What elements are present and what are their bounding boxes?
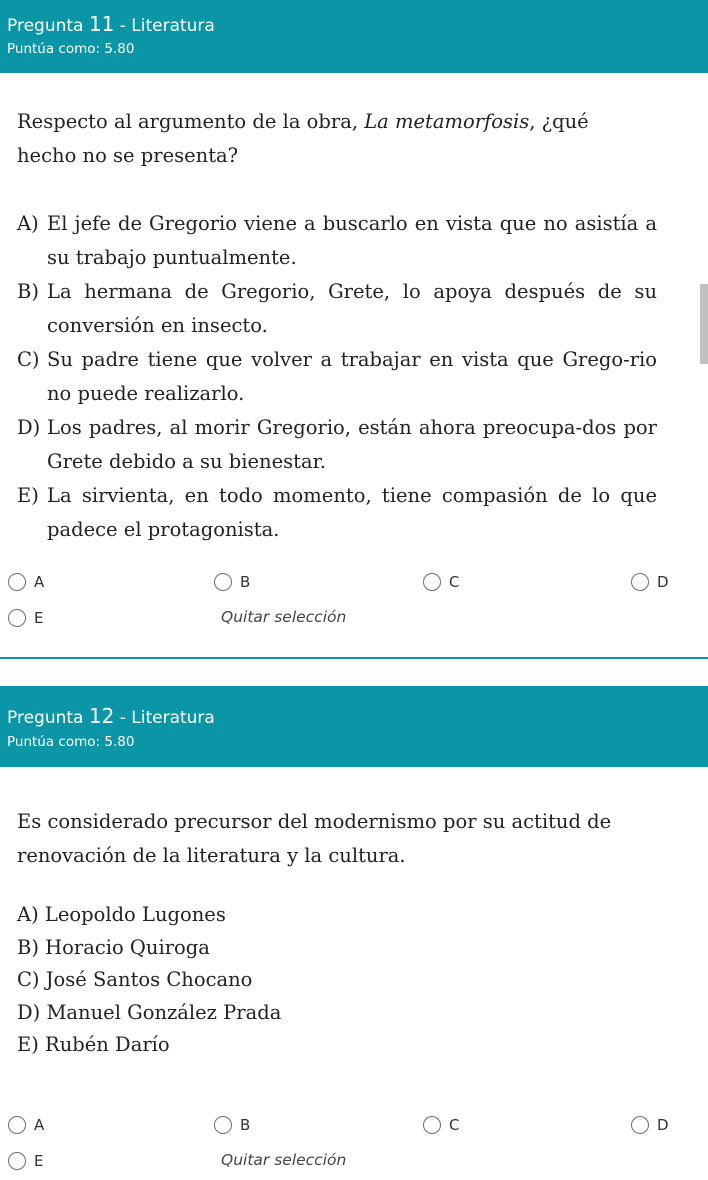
question-11-number: 11 [88,12,115,36]
question-11-title [7,12,215,36]
question-12-stem: Es considerado precursor del modernismo por su actitud de renovación de la literatura y la cultura. [17,810,612,867]
question-11-choice-a[interactable]: A [8,570,44,594]
question-12-choice-a[interactable]: A [8,1113,44,1137]
question-11-option-b: B) La hermana de Gregorio, Grete, lo apoya después de su conversión en insecto. [17,280,657,337]
question-11-choice-c[interactable]: C [423,570,459,594]
question-11-header [0,0,708,73]
question-11-option-d: D) Los padres, al morir Gregorio, están ahora preocupa-dos por Grete debido a su bienestar. [17,416,657,473]
question-12-body [17,805,657,1062]
radio-icon[interactable] [214,573,232,591]
section-divider [0,657,708,659]
question-11-choice-e[interactable]: E [8,606,43,630]
radio-icon[interactable] [8,609,26,627]
question-12-title [7,704,215,728]
question-12-points: Puntúa como: 5.80 [7,734,135,750]
question-12-option-d: D) Manuel González Prada [17,1000,282,1024]
question-12-title-prefix: Pregunta [7,708,89,728]
radio-icon[interactable] [8,1152,26,1170]
question-12-option-e: E) Rubén Darío [17,1033,170,1056]
radio-icon[interactable] [631,573,649,591]
question-12-clear-selection-link[interactable]: Quitar selección [221,1151,347,1169]
question-11-title-prefix: Pregunta [7,16,89,36]
radio-icon[interactable] [8,1116,26,1134]
scrollbar-thumb[interactable] [700,284,708,364]
question-12-choice-c[interactable]: C [423,1113,459,1137]
question-11-option-c: C) Su padre tiene que volver a trabajar en vista que Grego-rio no puede realizarlo. [17,348,657,405]
radio-icon[interactable] [423,573,441,591]
question-12-number: 12 [88,704,115,728]
radio-icon[interactable] [631,1116,649,1134]
question-11-option-e: E) La sirvienta, en todo momento, tiene compasión de lo que padece el protagonista. [17,484,657,541]
radio-icon[interactable] [8,573,26,591]
question-11-points: Puntúa como: 5.80 [7,41,135,57]
radio-icon[interactable] [214,1116,232,1134]
question-12-choice-e[interactable]: E [8,1149,43,1173]
question-12-option-a: A) Leopoldo Lugones [17,903,226,926]
question-12-choice-d[interactable]: D [631,1113,669,1137]
question-11-choice-d[interactable]: D [631,570,669,594]
question-12-option-b: B) Horacio Quiroga [17,935,210,959]
work-title: La metamorfosis [364,110,530,133]
question-11-stem: Respecto al argumento de la obra, La metamorfosis, ¿qué hecho no se presenta? [17,110,589,167]
question-12-choice-b[interactable]: B [214,1113,250,1137]
question-12-option-c: C) José Santos Chocano [17,968,253,991]
question-11-clear-selection-link[interactable]: Quitar selección [221,608,347,626]
question-11-option-a: A) El jefe de Gregorio viene a buscarlo en vista que no asistía a su trabajo puntualmente. [17,212,657,269]
question-12-header [0,686,708,767]
question-11-choice-b[interactable]: B [214,570,250,594]
question-11-title-suffix: - Literatura [114,16,215,36]
question-11-body [17,105,657,547]
question-12-title-suffix: - Literatura [114,708,215,728]
radio-icon[interactable] [423,1116,441,1134]
